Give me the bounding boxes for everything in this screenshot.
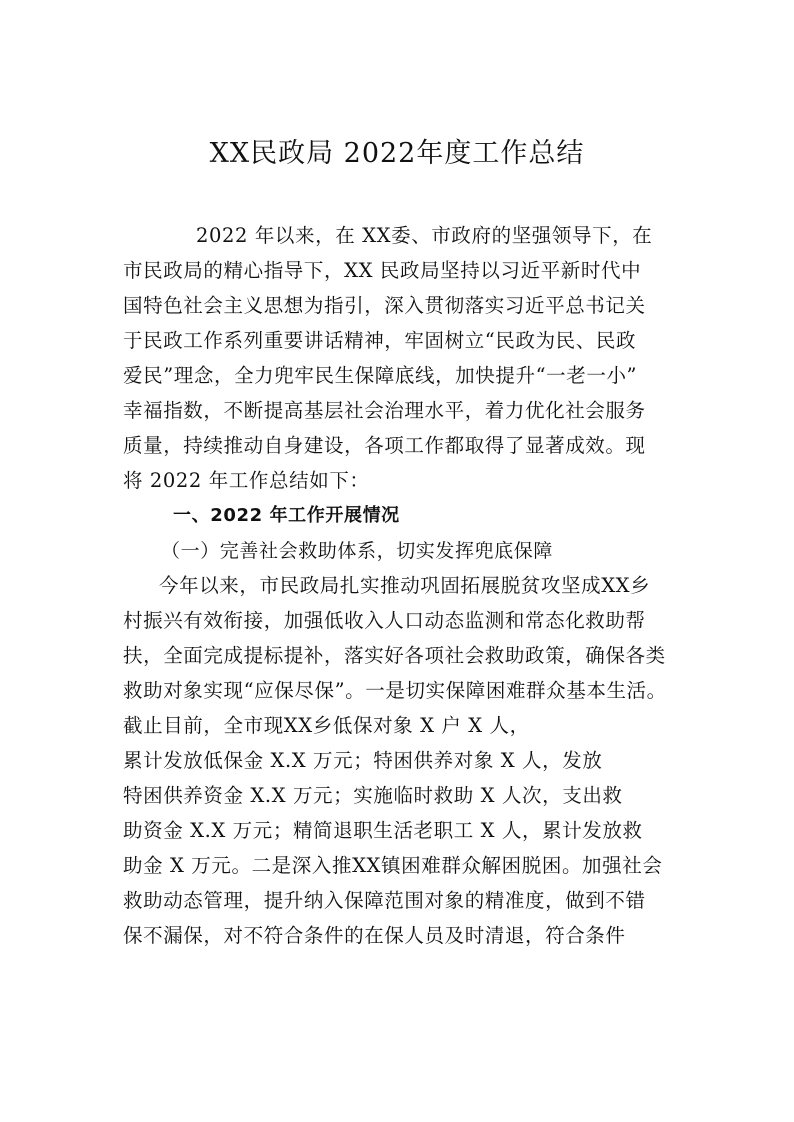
document-title: XX民政局 2022年度工作总结 <box>209 138 585 169</box>
paragraph-line: 市民政局的精心指导下，XX 民政局坚持以习近平新时代中 <box>123 259 642 282</box>
paragraph-line: 村振兴有效衔接，加强低收入人口动态监测和常态化救助帮 <box>123 609 646 632</box>
paragraph-line: 救助动态管理，提升纳入保障范围对象的精准度，做到不错 <box>123 889 646 912</box>
paragraph-line: 今年以来，市民政局扎实推动巩固拓展脱贫攻坚成XX乡 <box>159 574 651 597</box>
paragraph-line: 特困供养资金 X.X 万元；实施临时救助 X 人次，支出救 <box>123 784 623 807</box>
paragraph-line: 扶，全面完成提标提补，落实好各项社会救助政策，确保各类 <box>123 644 666 667</box>
paragraph-line: 截止目前，全市现XX乡低保对象 X 户 X 人， <box>123 714 530 737</box>
section-heading: 一、2022 年工作开展情况 <box>173 505 400 526</box>
paragraph-line: 幸福指数，不断提高基层社会治理水平，着力优化社会服务 <box>123 399 646 422</box>
subsection-heading: （一）完善社会救助体系，切实发挥兜底保障 <box>161 540 554 562</box>
paragraph-line: 于民政工作系列重要讲话精神，牢固树立“民政为民、民政 <box>123 329 637 352</box>
paragraph-line: 将 2022 年工作总结如下： <box>123 469 370 492</box>
paragraph-line: 救助对象实现“应保尽保”。一是切实保障困难群众基本生活。 <box>123 679 667 702</box>
paragraph-line: 助资金 X.X 万元；精简退职生活老职工 X 人，累计发放救 <box>123 819 643 842</box>
paragraph-line: 国特色社会主义思想为指引，深入贯彻落实习近平总书记关 <box>123 294 646 317</box>
paragraph-line: 2022 年以来，在 XX委、市政府的坚强领导下，在 <box>196 224 653 247</box>
paragraph-line: 爱民”理念，全力兜牢民生保障底线，加快提升“一老一小” <box>123 364 638 387</box>
paragraph-line: 质量，持续推动自身建设，各项工作都取得了显著成效。现 <box>123 434 646 457</box>
paragraph-line: 累计发放低保金 X.X 万元；特困供养对象 X 人，发放 <box>123 749 603 772</box>
paragraph-line: 保不漏保，对不符合条件的在保人员及时清退，符合条件 <box>123 924 626 947</box>
paragraph-line: 助金 X 万元。二是深入推XX镇困难群众解困脱困。加强社会 <box>123 854 663 877</box>
